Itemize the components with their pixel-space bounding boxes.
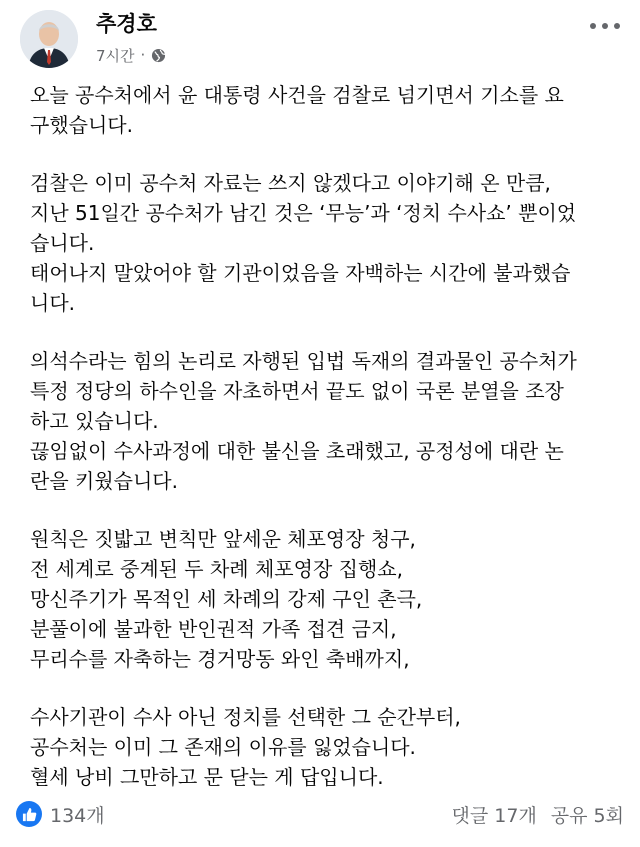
author-name[interactable]: 추경호: [96, 12, 157, 36]
text-line: 오늘 공수처에서 윤 대통령 사건을 검찰로 넘기면서 기소를 요: [30, 83, 564, 107]
post-content: [30, 80, 622, 820]
more-options-icon[interactable]: [590, 16, 620, 36]
paragraph-1: [30, 80, 622, 140]
engagement-stats: [452, 801, 624, 828]
text-line: 수사기관이 수사 아닌 정치를 선택한 그 순간부터,: [30, 705, 461, 729]
thumbs-up-icon: [16, 801, 42, 827]
meta-separator: ·: [140, 46, 146, 64]
text-line: 하고 있습니다.: [30, 409, 159, 433]
reaction-summary[interactable]: [16, 801, 105, 828]
post-header: [20, 8, 620, 72]
comment-count[interactable]: 댓글 17개: [451, 804, 537, 827]
text-line: 분풀이에 불과한 반인권적 가족 접견 금지,: [30, 617, 397, 641]
text-line: 태어나지 말았어야 할 기관이었음을 자백하는 시간에 불과했습: [30, 261, 571, 285]
text-line: 구했습니다.: [30, 113, 133, 137]
post-footer: [16, 796, 624, 832]
text-line: 무리수를 자축하는 경거망동 와인 축배까지,: [30, 647, 410, 671]
text-line: 망신주기가 목적인 세 차례의 강제 구인 촌극,: [30, 587, 423, 611]
text-line: 니다.: [30, 291, 75, 315]
text-line: 혈세 낭비 그만하고 문 닫는 게 답입니다.: [30, 765, 384, 789]
paragraph-4: [30, 524, 622, 674]
post-timestamp[interactable]: 7시간: [96, 46, 135, 65]
text-line: 원칙은 짓밟고 변칙만 앞세운 체포영장 청구,: [30, 527, 416, 551]
text-line: 습니다.: [30, 231, 95, 255]
text-line: 의석수라는 힘의 논리로 자행된 입법 독재의 결과물인 공수처가: [30, 349, 577, 373]
text-line: 공수처는 이미 그 존재의 이유를 잃었습니다.: [30, 735, 416, 759]
text-line: 검찰은 이미 공수처 자료는 쓰지 않겠다고 이야기해 온 만큼,: [30, 171, 551, 195]
share-count[interactable]: 공유 5회: [550, 804, 624, 827]
author-avatar[interactable]: [20, 10, 78, 68]
text-line: 특정 정당의 하수인을 자초하면서 끝도 없이 국론 분열을 조장: [30, 379, 564, 403]
paragraph-2: [30, 168, 622, 318]
text-line: 지난 51일간 공수처가 남긴 것은 ‘무능’과 ‘정치 수사쇼’ 뿐이었: [30, 201, 577, 225]
paragraph-5: [30, 702, 622, 792]
text-line: 전 세계로 중계된 두 차례 체포영장 집행쇼,: [30, 557, 403, 581]
text-line: 란을 키웠습니다.: [30, 469, 178, 493]
text-line: 끊임없이 수사과정에 대한 불신을 초래했고, 공정성에 대란 논: [30, 439, 564, 463]
globe-icon[interactable]: [151, 48, 166, 63]
paragraph-3: [30, 346, 622, 496]
like-count[interactable]: 134개: [50, 804, 105, 827]
post-meta: [96, 44, 166, 66]
